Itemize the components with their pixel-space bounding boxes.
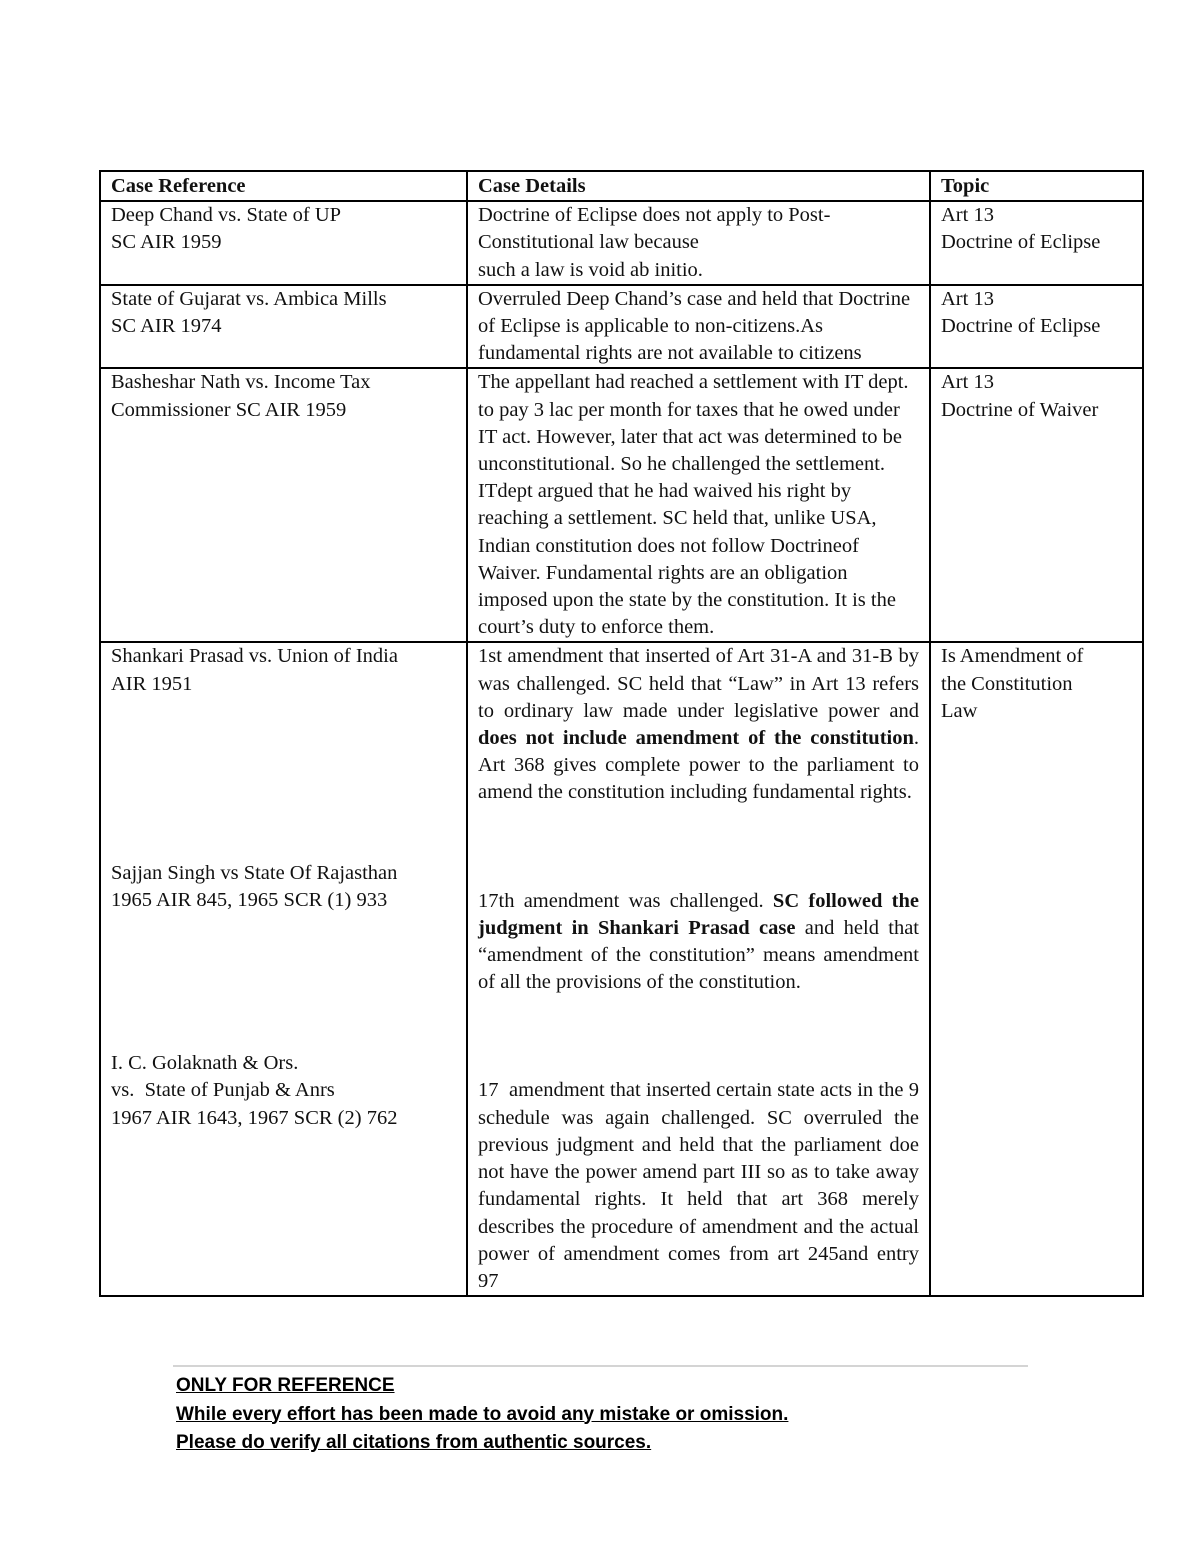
topic-line: Is Amendment of [941, 645, 1084, 668]
details-shankari [478, 643, 919, 806]
case-details-cell [467, 642, 930, 1296]
disclaimer-heading: ONLY FOR REFERENCE [176, 1375, 395, 1396]
topic-article: Art 13 [941, 204, 994, 227]
details-line: Constitutional law because [478, 231, 699, 254]
case-reference-cell [100, 285, 467, 369]
details-emphasis: SC followed the judgment in Shankari Prasad case [478, 889, 919, 939]
details-text: 17th amendment was challenged. [478, 889, 773, 912]
case-details-cell: The appellant had reached a settlement with IT dept. to pay 3 lac per month for taxes that he owed under IT act. However, later that act was determined to be unconstitutional. So he challenged the settlement. ITdept argued that he had waived his right by reaching a settlement. SC held that, unlike USA, Indian constitution does not follow Doctrineof Waiver. Fundamental rights are an obligation imposed upon the state by the constitution. It is the court’s duty to enforce them. [467, 368, 930, 642]
case-name: I. C. Golaknath & Ors. [111, 1052, 299, 1075]
topic-cell [930, 642, 1143, 1296]
details-emphasis: does not include amendment of the constitution [478, 727, 914, 750]
footer-divider [173, 1365, 1028, 1367]
table-row [100, 285, 1143, 369]
table-row [100, 201, 1143, 285]
case-citation: SC AIR 1959 [111, 231, 222, 254]
case-parties: vs. State of Punjab & Anrs [111, 1079, 335, 1102]
details-line: Doctrine of Eclipse does not apply to Post- [478, 204, 831, 227]
details-line: such a law is void ab initio. [478, 258, 703, 281]
case-reference-cell [100, 368, 467, 642]
case-reference-cell [100, 201, 467, 285]
details-sajjan [478, 888, 919, 997]
case-name: Basheshar Nath vs. Income Tax [111, 371, 371, 394]
header-case-reference: Case Reference [100, 171, 467, 201]
header-topic: Topic [930, 171, 1143, 201]
case-citation: 1967 AIR 1643, 1967 SCR (2) 762 [111, 1106, 398, 1129]
topic-line: Law [941, 699, 978, 722]
details-text: 1st amendment that inserted of Art 31-A and 31-B by was challenged. SC held that “Law” in Art 13 refers to ordinary law made under legislative power and [478, 645, 919, 722]
case-entry-golaknath [111, 1050, 456, 1132]
case-entry-shankari [111, 643, 456, 697]
disclaimer-footer [176, 1372, 1076, 1458]
details-text: . Art 368 gives complete power to the parliament to amend the constitution including fundamental rights. [478, 727, 919, 804]
topic-doctrine: Doctrine of Waiver [941, 398, 1099, 421]
case-name: Shankari Prasad vs. Union of India [111, 645, 398, 668]
topic-article: Art 13 [941, 287, 994, 310]
disclaimer-line: While every effort has been made to avoid any mistake or omission. [176, 1403, 789, 1425]
case-reference-cell [100, 642, 467, 1296]
topic-article: Art 13 [941, 371, 994, 394]
case-citation: AIR 1951 [111, 672, 193, 695]
case-name: State of Gujarat vs. Ambica Mills [111, 287, 387, 310]
topic-cell [930, 368, 1143, 642]
table-header-row [100, 171, 1143, 201]
case-details-cell [467, 201, 930, 285]
case-table [99, 170, 1144, 1297]
topic-line: the Constitution [941, 672, 1073, 695]
case-citation: SC AIR 1974 [111, 315, 222, 338]
disclaimer-line: Please do verify all citations from authentic sources. [176, 1432, 652, 1453]
case-citation: 1965 AIR 845, 1965 SCR (1) 933 [111, 889, 388, 912]
topic-cell [930, 201, 1143, 285]
table-row [100, 368, 1143, 642]
case-name: Sajjan Singh vs State Of Rajasthan [111, 861, 398, 884]
topic-doctrine: Doctrine of Eclipse [941, 231, 1101, 254]
case-citation: Commissioner SC AIR 1959 [111, 398, 347, 421]
case-entry-sajjan [111, 860, 456, 914]
table-row [100, 642, 1143, 1296]
topic-cell [930, 285, 1143, 369]
header-case-details: Case Details [467, 171, 930, 201]
topic-doctrine: Doctrine of Eclipse [941, 315, 1101, 338]
case-details-cell: Overruled Deep Chand’s case and held that Doctrine of Eclipse is applicable to non-citizens.As fundamental rights are not available to citizens [467, 285, 930, 369]
case-name: Deep Chand vs. State of UP [111, 204, 342, 227]
details-golaknath: 17 amendment that inserted certain state acts in the 9 schedule was again challenged. SC overruled the previous judgment and held that the parliament doe not have the power amend part III so as to take away fundamental rights. It held that art 368 merely describes the procedure of amendment and the actual power of amendment comes from art 245and entry 97 [478, 1079, 930, 1292]
details-text: and held that “amendment of the constitution” means amendment of all the provisions of the constitution. [478, 916, 919, 994]
